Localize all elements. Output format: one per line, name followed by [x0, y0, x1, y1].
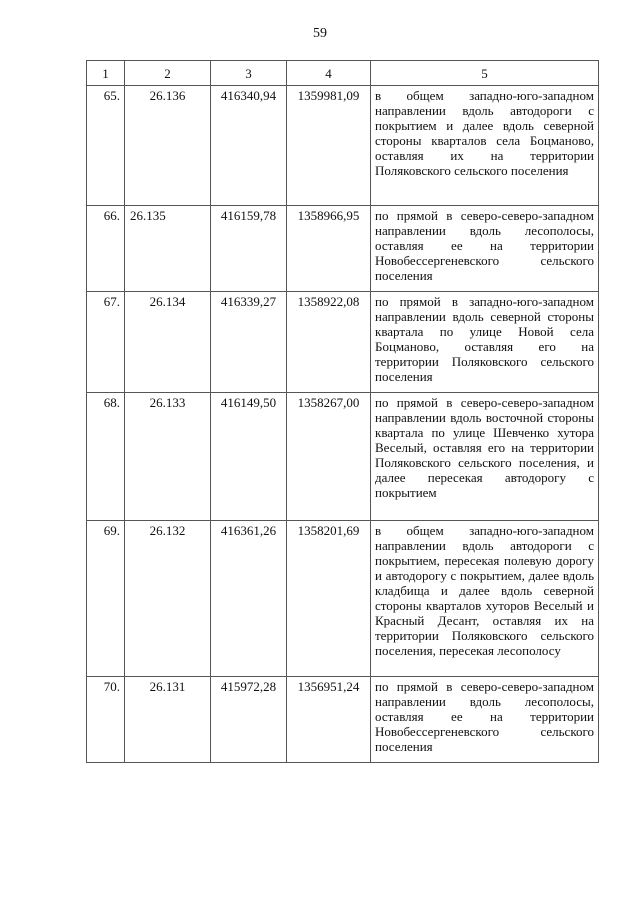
coordinate-y: 1356951,24	[287, 677, 371, 763]
coordinate-y: 1358267,00	[287, 393, 371, 521]
header-row	[87, 61, 599, 86]
row-number: 67.	[87, 292, 125, 393]
coordinate-x: 416159,78	[211, 206, 287, 292]
coordinate-x: 415972,28	[211, 677, 287, 763]
row-number: 68.	[87, 393, 125, 521]
row-number: 65.	[87, 86, 125, 206]
coordinate-y: 1359981,09	[287, 86, 371, 206]
point-id: 26.136	[125, 86, 211, 206]
point-id: 26.132	[125, 521, 211, 677]
table-row	[87, 521, 599, 677]
boundary-description: по прямой в западно-юго-западном направлении вдоль северной стороны квартала по улице Новой села Боцманово, оставляя его на территории Поляковского сельского поселения	[371, 292, 599, 393]
point-id: 26.134	[125, 292, 211, 393]
table-row	[87, 677, 599, 763]
coordinate-x: 416339,27	[211, 292, 287, 393]
coordinate-x: 416340,94	[211, 86, 287, 206]
point-id: 26.135	[125, 206, 211, 292]
header-cell-2: 2	[125, 61, 211, 86]
row-number: 66.	[87, 206, 125, 292]
point-id: 26.131	[125, 677, 211, 763]
header-cell-1: 1	[87, 61, 125, 86]
header-cell-3: 3	[211, 61, 287, 86]
table-row	[87, 393, 599, 521]
row-number: 69.	[87, 521, 125, 677]
boundary-description: по прямой в северо-северо-западном направлении вдоль лесополосы, оставляя ее на территории Новобессергеневского сельского поселения	[371, 206, 599, 292]
boundary-description: в общем западно-юго-западном направлении вдоль автодороги с покрытием и далее вдоль северной стороны кварталов села Боцманово, оставляя их на территории Поляковского сельского поселения	[371, 86, 599, 206]
page-number: 59	[313, 26, 327, 41]
table-row	[87, 292, 599, 393]
coordinate-y: 1358966,95	[287, 206, 371, 292]
coordinate-x: 416149,50	[211, 393, 287, 521]
table-row	[87, 86, 599, 206]
coordinate-y: 1358922,08	[287, 292, 371, 393]
boundary-table	[86, 60, 599, 763]
point-id: 26.133	[125, 393, 211, 521]
header-cell-4: 4	[287, 61, 371, 86]
boundary-description: по прямой в северо-северо-западном направлении вдоль восточной стороны квартала по улице Шевченко хутора Веселый, оставляя его на территории Поляковского сельского поселения, и далее пересекая автодорогу с покрытием	[371, 393, 599, 521]
table-row	[87, 206, 599, 292]
row-number: 70.	[87, 677, 125, 763]
boundary-description: по прямой в северо-северо-западном направлении вдоль лесополосы, оставляя ее на территории Новобессергеневского сельского поселения	[371, 677, 599, 763]
coordinate-x: 416361,26	[211, 521, 287, 677]
boundary-description: в общем западно-юго-западном направлении вдоль автодороги с покрытием, пересекая полевую дорогу и автодорогу с покрытием, далее вдоль кладбища и далее вдоль северной стороны кварталов хуторов Веселый и Красный Десант, оставляя их на территории Поляковского сельского поселения, пересекая лесополосу	[371, 521, 599, 677]
header-cell-5: 5	[371, 61, 599, 86]
coordinate-y: 1358201,69	[287, 521, 371, 677]
